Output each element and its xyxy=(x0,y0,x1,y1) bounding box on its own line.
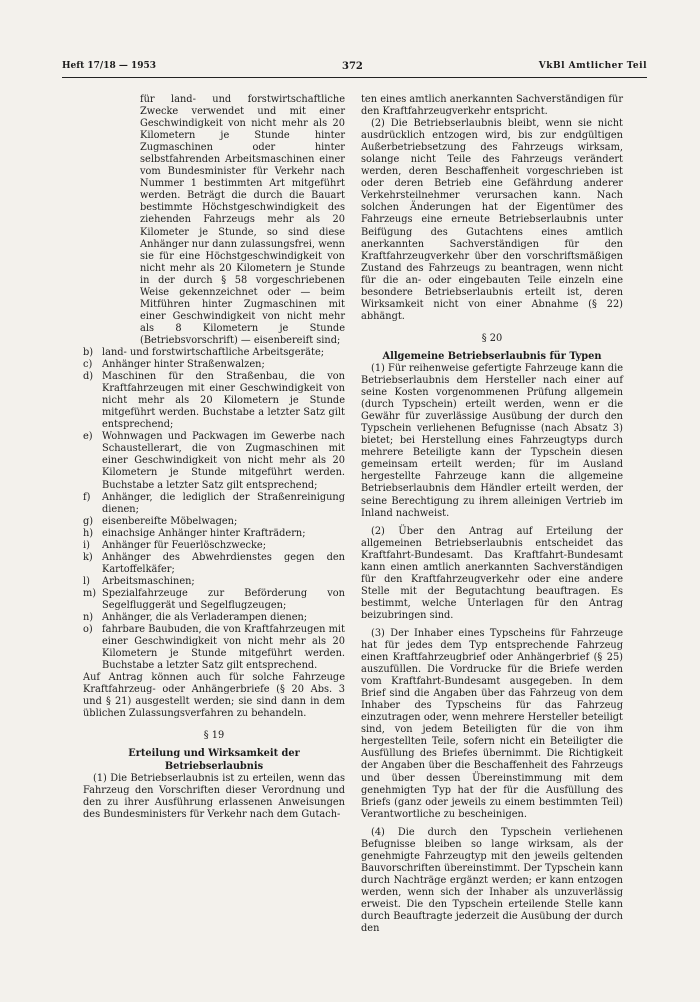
item-text: Anhänger für Feuerlöschzwecke; xyxy=(102,539,267,551)
section-19-paragraph-1: (1) Die Betriebserlaubnis ist zu erteilen, wenn das Fahrzeug den Vorschriften dieser Verordnung und den zu ihrer Ausführung erlassenen Anweisungen des Bundesministers für Verkehr nach dem Gutach- xyxy=(83,772,345,820)
list-item xyxy=(83,540,345,552)
list-item xyxy=(83,588,345,612)
item-label: l) xyxy=(83,575,90,587)
item-label: i) xyxy=(83,539,90,551)
right-column xyxy=(361,94,623,935)
item-label: k) xyxy=(83,551,93,563)
item-text: fahrbare Baubuden, die von Kraftfahrzeugen mit einer Geschwindigkeit von nicht mehr als 20 Kilometern je Stunde mitgeführt werden. Buchstabe a letzter Satz gilt entsprechend. xyxy=(102,624,345,672)
list-item xyxy=(83,431,345,491)
item-a-continuation: für land- und forstwirtschaftliche Zwecke verwendet und mit einer Geschwindigkeit von nicht mehr als 20 Kilometern je Stunde hinter Zugmaschinen oder hinter selbstfahrenden Arbeitsmaschinen einer vom Bundesminister für Verkehr nach Nummer 1 bestimmten Art mitgeführt werden. Beträgt die durch die Bauart bestimmte Höchstgeschwindigkeit des ziehenden Fahrzeugs mehr als 20 Kilometer je Stunde, so sind diese Anhänger nur dann zulassungsfrei, wenn sie für eine Höchstgeschwindigkeit von nicht mehr als 20 Kilometern je Stunde in der durch § 58 vorgeschriebenen Weise gekennzeichnet oder — beim Mitführen hinter Zugmaschinen mit einer Geschwindigkeit von nicht mehr als 8 Kilometern je Stunde (Betriebsvorschrift) — eisenbereift sind; xyxy=(140,94,345,346)
left-column xyxy=(83,94,345,821)
list-item xyxy=(83,347,345,359)
item-list xyxy=(83,347,345,672)
closing-paragraph: Auf Antrag können auch für solche Fahrzeuge Kraftfahrzeug- oder Anhängerbriefe (§ 20 Abs. 3 und § 21) ausgestellt werden; sie sind dann in dem üblichen Zulassungsverfahren zu behandeln. xyxy=(83,672,345,720)
item-text: land- und forstwirtschaftliche Arbeitsgeräte; xyxy=(102,346,325,358)
item-text: Wohnwagen und Packwagen im Gewerbe nach Schaustellerart, die von Zugmaschinen mit einer Geschwindigkeit von nicht mehr als 20 Kilometern je Stunde mitgeführt werden. Buchstabe a letzter Satz gilt entsprechend; xyxy=(102,431,345,491)
list-item xyxy=(83,528,345,540)
list-item xyxy=(83,576,345,588)
section-20-number: § 20 xyxy=(481,332,503,344)
section-20-title: Allgemeine Betriebserlaubnis für Typen xyxy=(382,350,602,362)
item-text: Anhänger, die lediglich der Straßenreinigung dienen; xyxy=(102,491,345,515)
list-item xyxy=(83,359,345,371)
list-item xyxy=(83,516,345,528)
item-label: o) xyxy=(83,624,93,636)
section-20-paragraph-3: (3) Der Inhaber eines Typscheins für Fahrzeuge hat für jedes dem Typ entsprechende Fahrzeug einen Kraftfahrzeugbrief oder Anhängerbrief (§ 25) auszufüllen. Die Vordrucke für die Briefe werden vom Kraftfahrt-Bundesamt ausgegeben. In dem Brief sind die Angaben über das Fahrzeug von dem Inhaber des Typscheins für das Fahrzeug einzutragen oder, wenn mehrere Hersteller beteiligt sind, von jedem Beteiligten für die von ihm hergestellten Teile, sofern nicht ein Beteiligter die Ausfüllung des Briefes übernimmt. Die Richtigkeit der Angaben über die Beschaffenheit des Fahrzeugs und über dessen Übereinstimmung mit dem genehmigten Typ hat der für die Ausfüllung des Briefs (ganz oder jeweils zu einem bestimmten Teil) Verantwortliche zu bescheinigen. xyxy=(361,627,623,820)
list-item xyxy=(83,492,345,516)
item-text: Anhänger hinter Straßenwalzen; xyxy=(102,359,265,371)
section-20-paragraph-4: (4) Die durch den Typschein verliehenen Befugnisse bleiben so lange wirksam, als der genehmigte Fahrzeugtyp mit den jeweils geltenden Bauvorschriften übereinstimmt. Der Typschein kann durch Nachträge ergänzt werden; er kann entzogen werden, wenn sich der Inhaber als unzuverlässig erweist. Die den Typschein erteilende Stelle kann durch Beauftragte jederzeit die Ausübung der durch den xyxy=(361,826,623,935)
section-20-paragraph-2: (2) Über den Antrag auf Erteilung der allgemeinen Betriebserlaubnis entscheidet das Kraftfahrt-Bundesamt. Das Kraftfahrt-Bundesamt kann einen amtlich anerkannten Sachverständigen für den Kraftfahrzeugverkehr oder eine andere Stelle mit der Begutachtung beauftragen. Es bestimmt, welche Unterlagen für den Antrag beizubringen sind. xyxy=(361,525,623,621)
list-item xyxy=(83,371,345,431)
item-label: m) xyxy=(83,587,97,599)
section-19-paragraph-1-continued: ten eines amtlich anerkannten Sachverständigen für den Kraftfahrzeugverkehr entspricht. xyxy=(361,94,623,118)
item-text: Anhänger des Abwehrdienstes gegen den Kartoffelkäfer; xyxy=(102,551,345,575)
item-label: e) xyxy=(83,431,93,443)
item-label: f) xyxy=(83,491,91,503)
section-19-number: § 19 xyxy=(203,730,225,742)
section-20-paragraph-1: (1) Für reihenweise gefertigte Fahrzeuge kann die Betriebserlaubnis dem Hersteller nach einer auf seine Kosten vorgenommenen Prüfung allgemein (durch Typschein) erteilt werden, wenn er die Gewähr für zuverlässige Ausübung der durch den Typschein verliehenen Befugnisse (nach Absatz 3) bietet; bei Herstellung eines Fahrzeugtyps durch mehrere Beteiligte kann der Typschein diesen gemeinsam erteilt werden; für im Ausland hergestellte Fahrzeuge kann die allgemeine Betriebserlaubnis dem Händler erteilt werden, der seine Berechtigung zu ihrem alleinigen Vertrieb im Inland nachweist. xyxy=(361,362,623,519)
item-label: d) xyxy=(83,371,94,383)
page-number: 372 xyxy=(342,61,363,72)
item-label: c) xyxy=(83,359,93,371)
list-item xyxy=(83,552,345,576)
item-text: Maschinen für den Straßenbau, die von Kraftfahrzeugen mit einer Geschwindigkeit von nicht mehr als 20 Kilometern je Stunde mitgeführt werden. Buchstabe a letzter Satz gilt entsprechend; xyxy=(102,371,345,431)
section-19-paragraph-2: (2) Die Betriebserlaubnis bleibt, wenn sie nicht ausdrücklich entzogen wird, bis zur endgültigen Außerbetriebsetzung des Fahrzeugs wirksam, solange nicht Teile des Fahrzeugs verändert werden, deren Beschaffenheit vorgeschrieben ist oder deren Betrieb eine Gefährdung anderer Verkehrsteilnehmer verursachen kann. Nach solchen Änderungen hat der Eigentümer des Fahrzeugs eine erneute Betriebserlaubnis unter Beifügung des Gutachtens eines amtlich anerkannten Sachverständigen für den Kraftfahrzeugverkehr über den vorschriftsmäßigen Zustand des Fahrzeugs zu beantragen, wenn nicht für die an- oder eingebauten Teile einzeln eine besondere Betriebserlaubnis erteilt ist, deren Wirksamkeit nicht von einer Abnahme (§ 22) abhängt. xyxy=(361,118,623,322)
item-text: Anhänger, die als Verladerampen dienen; xyxy=(102,612,308,624)
item-text: einachsige Anhänger hinter Krafträdern; xyxy=(102,527,306,539)
item-label: n) xyxy=(83,612,94,624)
list-item xyxy=(83,612,345,624)
page-header xyxy=(62,61,647,77)
section-19-title: Erteilung und Wirksamkeit der Betriebserlaubnis xyxy=(128,748,300,772)
item-text: eisenbereifte Möbelwagen; xyxy=(102,515,238,527)
item-text: Spezialfahrzeuge zur Beförderung von Segelfluggerät und Segelflugzeugen; xyxy=(102,587,345,611)
issue-number: Heft 17/18 — 1953 xyxy=(62,61,157,71)
header-rule xyxy=(62,77,647,78)
item-label: g) xyxy=(83,515,94,527)
section-label: VkBl Amtlicher Teil xyxy=(538,61,647,71)
item-text: Arbeitsmaschinen; xyxy=(102,575,195,587)
item-label: b) xyxy=(83,346,94,358)
list-item xyxy=(83,624,345,672)
item-label: h) xyxy=(83,527,94,539)
